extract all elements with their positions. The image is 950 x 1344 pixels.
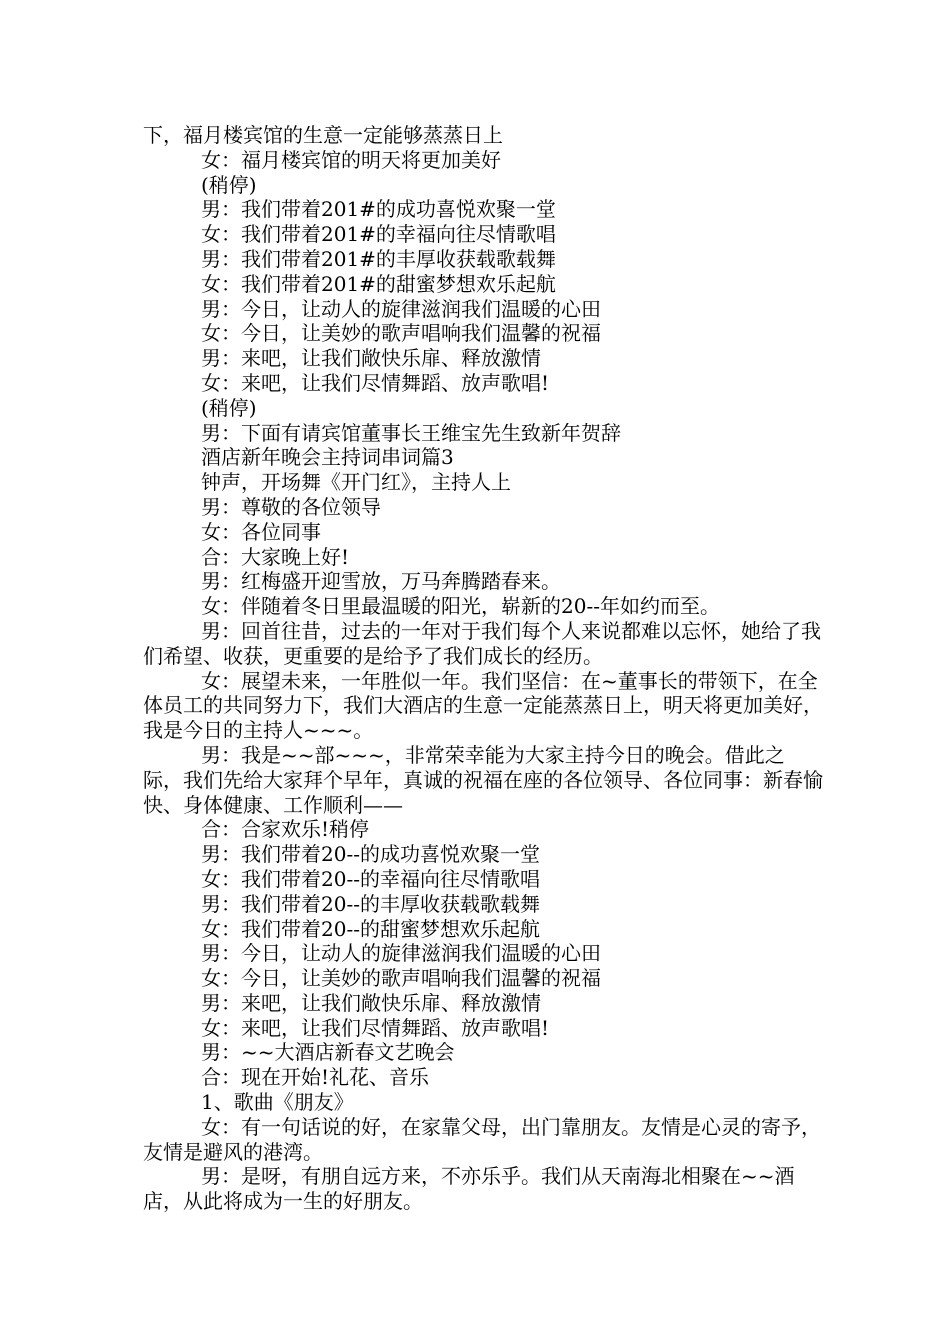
document-paragraph: 男：~~大酒店新春文艺晚会 — [201, 1040, 455, 1065]
document-paragraph: 女：福月楼宾馆的明天将更加美好 — [201, 147, 501, 172]
document-paragraph: 女：今日，让美妙的歌声唱响我们温馨的祝福 — [201, 966, 601, 991]
document-paragraph: 女：我们带着20--的甜蜜梦想欢乐起航 — [201, 916, 540, 941]
document-paragraph: 男：下面有请宾馆董事长王维宝先生致新年贺辞 — [201, 420, 621, 445]
document-paragraph: 男：今日，让动人的旋律滋润我们温暖的心田 — [201, 941, 601, 966]
document-paragraph: 女：各位同事 — [201, 519, 321, 544]
document-paragraph: 男：红梅盛开迎雪放，万马奔腾踏春来。 — [201, 569, 561, 594]
document-paragraph: 男：我是~~部~~~，非常荣幸能为大家主持今日的晚会。借此之际，我们先给大家拜个早年，真诚的祝福在座的各位领导、各位同事：新春愉快、身体健康、工作顺利—— — [143, 742, 823, 817]
document-paragraph: 男：来吧，让我们敞快乐扉、释放激情 — [201, 990, 541, 1015]
document-paragraph: (稍停) — [201, 395, 257, 420]
document-paragraph: 合：大家晚上好! — [201, 544, 350, 569]
document-paragraph: 1、歌曲《朋友》 — [201, 1090, 354, 1115]
document-paragraph: 女：来吧，让我们尽情舞蹈、放声歌唱! — [201, 370, 550, 395]
document-paragraph: 钟声，开场舞《开门红》，主持人上 — [201, 470, 511, 495]
document-paragraph: 男：我们带着201#的丰厚收获载歌载舞 — [201, 246, 556, 271]
document-paragraph: 女：来吧，让我们尽情舞蹈、放声歌唱! — [201, 1015, 550, 1040]
document-paragraph: 女：今日，让美妙的歌声唱响我们温馨的祝福 — [201, 321, 601, 346]
document-paragraph: 合：现在开始!礼花、音乐 — [201, 1065, 430, 1090]
document-paragraph: 女：展望未来，一年胜似一年。我们坚信：在~董事长的带领下，在全体员工的共同努力下，我们大酒店的生意一定能蒸蒸日上，明天将更加美好，我是今日的主持人~~~。 — [143, 668, 823, 743]
document-paragraph: 女：我们带着20--的幸福向往尽情歌唱 — [201, 866, 540, 891]
document-paragraph: 男：今日，让动人的旋律滋润我们温暖的心田 — [201, 296, 601, 321]
document-paragraph: 男：来吧，让我们敞快乐扉、释放激情 — [201, 346, 541, 371]
document-paragraph: 男：回首往昔，过去的一年对于我们每个人来说都难以忘怀，她给了我们希望、收获，更重要的是给予了我们成长的经历。 — [143, 618, 821, 668]
document-paragraph: 合：合家欢乐!稍停 — [201, 817, 370, 842]
document-paragraph: 男：我们带着20--的成功喜悦欢聚一堂 — [201, 842, 540, 867]
document-paragraph: 女：我们带着201#的幸福向往尽情歌唱 — [201, 222, 556, 247]
document-page — [143, 123, 823, 1214]
document-paragraph: 男：是呀，有朋自远方来，不亦乐乎。我们从天南海北相聚在~~酒店，从此将成为一生的好朋友。 — [143, 1164, 795, 1214]
document-paragraph: 女：伴随着冬日里最温暖的阳光，崭新的20--年如约而至。 — [201, 594, 720, 619]
document-paragraph: 男：我们带着20--的丰厚收获载歌载舞 — [201, 891, 540, 916]
document-paragraph: 女：有一句话说的好，在家靠父母，出门靠朋友。友情是心灵的寄予，友情是避风的港湾。 — [143, 1114, 821, 1164]
document-paragraph: 女：我们带着201#的甜蜜梦想欢乐起航 — [201, 271, 556, 296]
document-paragraph: 男：尊敬的各位领导 — [201, 494, 381, 519]
document-paragraph: (稍停) — [201, 172, 257, 197]
document-paragraph: 男：我们带着201#的成功喜悦欢聚一堂 — [201, 197, 556, 222]
document-paragraph: 酒店新年晚会主持词串词篇3 — [201, 445, 454, 470]
document-paragraph: 下，福月楼宾馆的生意一定能够蒸蒸日上 — [143, 123, 503, 147]
